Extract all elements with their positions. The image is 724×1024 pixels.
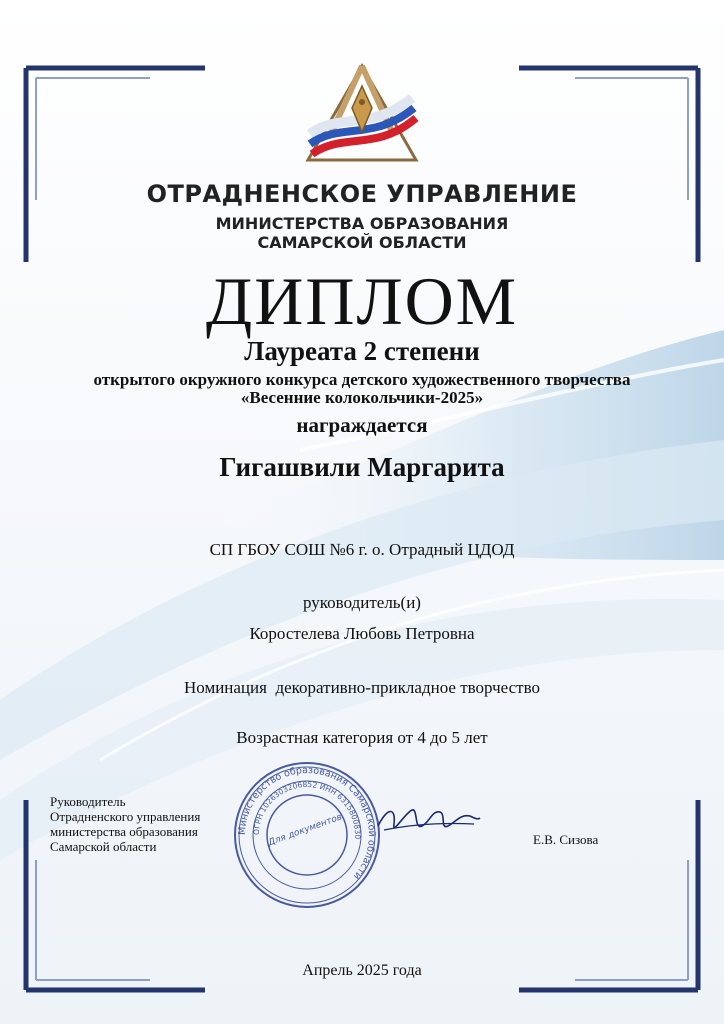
signatory-title bbox=[50, 794, 200, 854]
org-subtitle-1: МИНИСТЕРСТВА ОБРАЗОВАНИЯ bbox=[215, 214, 509, 233]
org-subtitle-2: САМАРСКОЙ ОБЛАСТИ bbox=[257, 233, 467, 252]
age-category: Возрастная категория от 4 до 5 лет bbox=[236, 728, 488, 747]
stamp-ring-text: Министерство образования Самарской области bbox=[236, 764, 378, 882]
ministry-logo-icon bbox=[300, 62, 424, 166]
nomination bbox=[0, 678, 724, 698]
diploma-degree: Лауреата 2 степени bbox=[244, 336, 480, 366]
signatory-line-2: Отрадненского управления bbox=[50, 809, 201, 824]
org-title: ОТРАДНЕНСКОЕ УПРАВЛЕНИЕ bbox=[146, 180, 578, 208]
supervisor-name: Коростелева Любовь Петровна bbox=[249, 624, 475, 643]
contest-title: «Весенние колокольчики-2025» bbox=[240, 388, 484, 407]
stamp-center-text: Для документов bbox=[267, 812, 344, 849]
issue-date: Апрель 2025 года bbox=[302, 962, 422, 979]
official-stamp bbox=[232, 760, 382, 910]
nomination-text: Номинация декоративно-прикладное творчество bbox=[183, 678, 541, 697]
recipient-name: Гигашвили Маргарита bbox=[219, 452, 505, 482]
handwritten-signature bbox=[374, 796, 484, 846]
diploma-title: ДИПЛОМ bbox=[205, 263, 519, 339]
signatory-line-1: Руководитель bbox=[50, 794, 126, 809]
signatory-line-3: министерства образования bbox=[50, 824, 198, 839]
awarded-label: награждается bbox=[296, 413, 428, 437]
stamp-ogrn-text: ОГРН 1026303206852 ИНН 6315800830 bbox=[251, 779, 363, 840]
signatory-line-4: Самарской области bbox=[50, 839, 157, 854]
supervisor-label: руководитель(и) bbox=[303, 593, 421, 612]
contest-name: открытого окружного конкурса детского художественного творчества bbox=[93, 370, 631, 389]
school-name: СП ГБОУ СОШ №6 г. о. Отрадный ЦДОД bbox=[209, 540, 515, 559]
signer-name: Е.В. Сизова bbox=[533, 832, 599, 847]
